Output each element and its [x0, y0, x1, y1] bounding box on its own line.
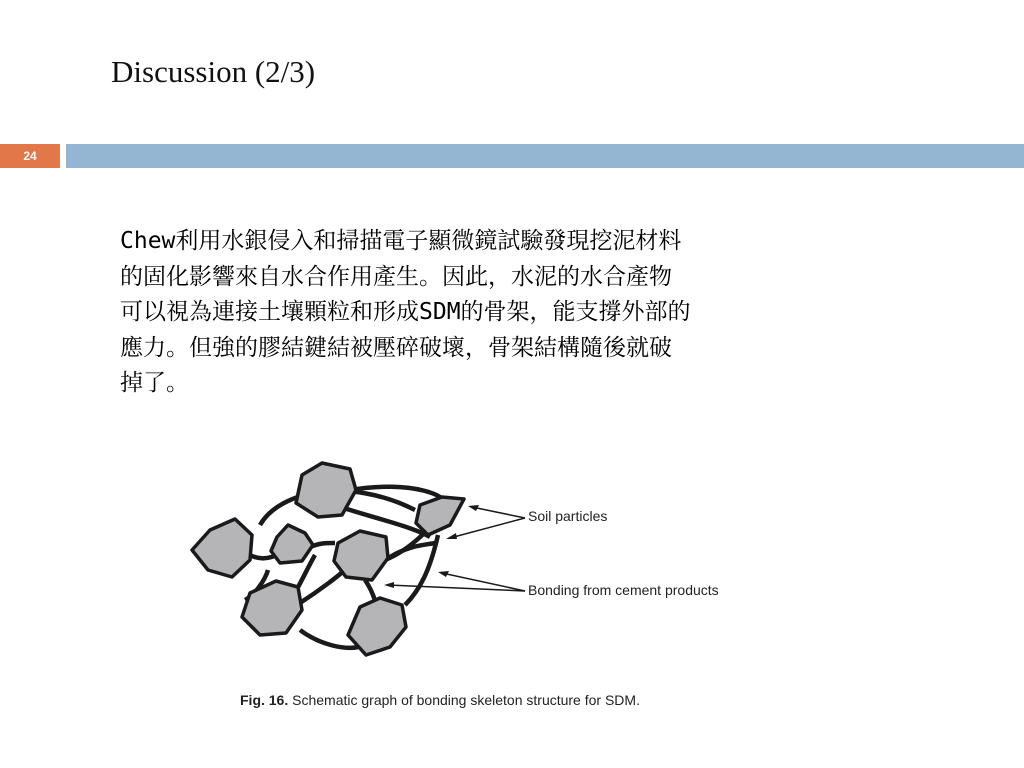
arrow-line — [450, 518, 525, 538]
soil-particle — [416, 497, 464, 535]
soil-particles-label: Soil particles — [528, 508, 608, 524]
soil-particle — [192, 519, 252, 577]
arrow-head — [446, 533, 457, 539]
bonding-skeleton-figure — [180, 455, 760, 665]
paragraph-line: 應力。但強的膠結鍵結被壓碎破壞，骨架結構隨後就破 — [120, 334, 672, 361]
arrow-line — [472, 507, 525, 518]
soil-particle — [296, 463, 356, 517]
paragraph-line: Chew利用水銀侵入和掃描電子顯微鏡試驗發現挖泥材料 — [120, 228, 682, 254]
bonding-label: Bonding from cement products — [528, 582, 719, 598]
caption-text: Schematic graph of bonding skeleton structure for SDM. — [292, 692, 640, 708]
paragraph-line: 的固化影響來自水合作用產生。因此，水泥的水合產物 — [120, 263, 672, 290]
soil-particle — [242, 581, 302, 635]
figure-caption — [240, 692, 640, 708]
arrow-head — [468, 505, 479, 511]
skeleton-diagram — [180, 455, 760, 665]
soil-particle — [348, 598, 406, 655]
paragraph-line: 可以視為連接土壤顆粒和形成SDM的骨架，能支撐外部的 — [120, 299, 691, 325]
arrow-head — [438, 571, 449, 577]
slide-title: Discussion (2/3) — [111, 54, 316, 89]
body-paragraph — [120, 224, 900, 402]
header-bar — [66, 144, 1024, 168]
caption-prefix: Fig. 16. — [240, 692, 289, 708]
soil-particle — [334, 531, 388, 580]
paragraph-line: 掉了。 — [120, 370, 189, 396]
page-number-badge: 24 — [0, 144, 60, 168]
arrow-head — [384, 582, 394, 588]
soil-particle — [271, 525, 313, 563]
